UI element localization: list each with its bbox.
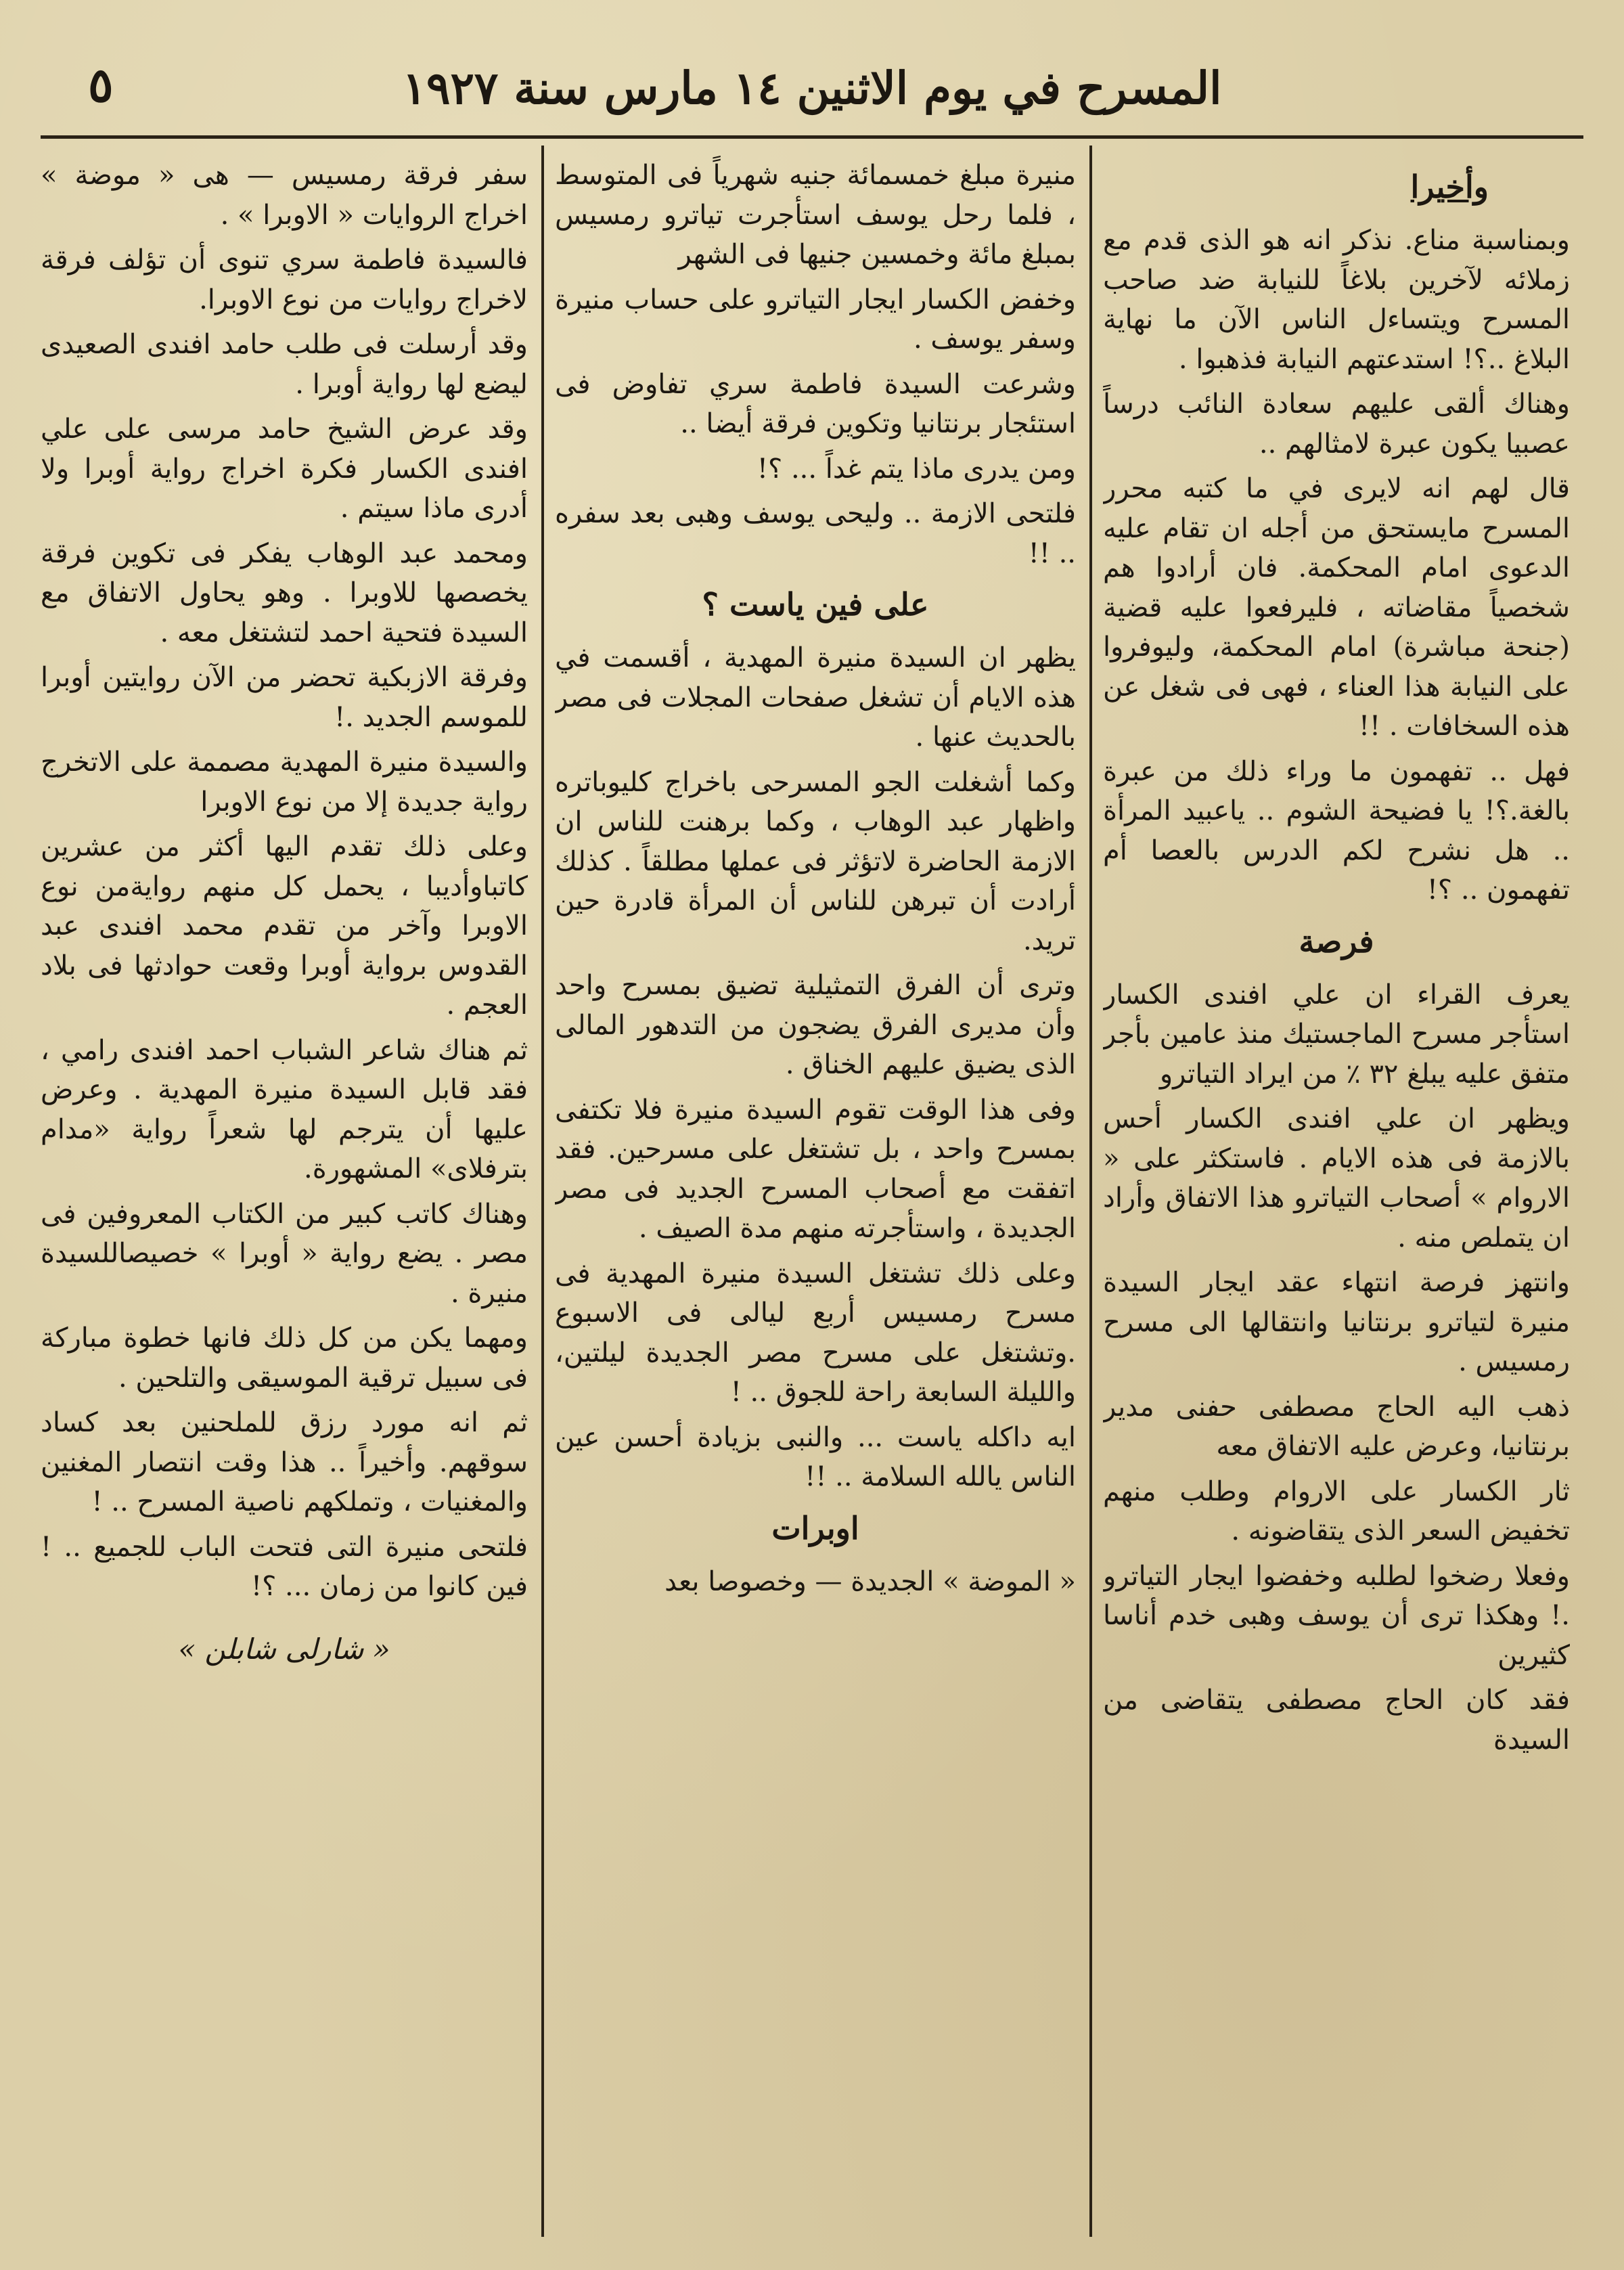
paragraph: يظهر ان السيدة منيرة المهدية ، أقسمت في هذه الايام أن تشغل صفحات المجلات فى مصر بالحديث عنها .: [555, 642, 1076, 753]
paragraph: فقد كان الحاج مصطفى يتقاضى من السيدة: [1103, 1685, 1570, 1756]
paragraph: ايه داكله ياست ... والنبى بزيادة أحسن عين الناس يالله السلامة .. !!: [555, 1421, 1076, 1492]
paragraph: قال لهم انه لايرى في ما كتبه محرر المسرح مايستحق من أجله ان تقام عليه الدعوى امام المحكمة. فان أرادوا هم شخصياً مقاضاته ، فليرفعوا عليه قضية (جنحة مباشرة) امام المحكمة، وليوفروا على النيابة هذا العناء ، فهى فى شغل عن هذه السخافات . !!: [1103, 473, 1570, 742]
paragraph: منيرة مبلغ خمسمائة جنيه شهرياً فى المتوسط ، فلما رحل يوسف استأجرت تياترو رمسيس بمبلغ مائة وخمسين جنيها فى الشهر: [555, 160, 1076, 270]
paragraph: وهناك كاتب كبير من الكتاب المعروفين فى مصر . يضع رواية « أوبرا » خصيصاللسيدة منيرة .: [41, 1198, 528, 1309]
paragraph: فلتحى الازمة .. وليحى يوسف وهبى بعد سفره .. !!: [555, 498, 1076, 569]
author-signature: « شارلى شابلن »: [178, 1632, 390, 1666]
section-heading: وأخيرا: [1410, 169, 1489, 205]
column-left: [41, 156, 528, 2240]
column-divider-left: [541, 146, 544, 2237]
page-number: ٥: [88, 57, 114, 113]
paragraph: يعرف القراء ان علي افندى الكسار استأجر مسرح الماجستيك منذ عامين بأجر متفق عليه يبلغ ٣٢ ٪ من ايراد التياترو: [1103, 979, 1570, 1090]
paragraph: فهل .. تفهمون ما وراء ذلك من عبرة بالغة.؟! يا فضيحة الشوم .. ياعبيد المرأة .. هل نشرح لكم الدرس بالعصا أم تفهمون .. ؟!: [1103, 755, 1570, 906]
paragraph: ثار الكسار على الاروام وطلب منهم تخفيض السعر الذى يتقاضونه .: [1103, 1475, 1570, 1546]
section-heading: فرصة: [1299, 922, 1374, 960]
paragraph: فلتحى منيرة التى فتحت الباب للجميع .. ! فين كانوا من زمان ... ؟!: [41, 1531, 528, 1602]
paragraph: ذهب اليه الحاج مصطفى حفنى مدير برنتانيا، وعرض عليه الاتفاق معه: [1103, 1391, 1570, 1462]
paragraph: وبمناسبة مناع. نذكر انه هو الذى قدم مع زملائه لآخرين بلاغاً للنيابة ضد صاحب المسرح ويتساءل الناس الآن ما نهاية البلاغ ..؟! استدعتهم النيابة فذهبوا .: [1103, 225, 1570, 375]
paragraph: وقد عرض الشيخ حامد مرسى على علي افندى الكسار فكرة اخراج رواية أوبرا ولا أدرى ماذا سيتم .: [41, 414, 528, 524]
paragraph: ثم انه مورد رزق للملحنين بعد كساد سوقهم. وأخيراً .. هذا وقت انتصار المغنين والمغنيات ، وتملكهم ناصية المسرح .. !: [41, 1407, 528, 1517]
section-heading: على فين ياست ؟: [702, 586, 929, 623]
paragraph: وكما أشغلت الجو المسرحى باخراج كليوباتره واظهار عبد الوهاب ، وكما برهنت للناس ان الازمة الحاضرة لاتؤثر فى عملها مطلقاً . كذلك أرادت أن تبرهن للناس أن المرأة قادرة حين تريد.: [555, 766, 1076, 956]
paragraph: سفر فرقة رمسيس — هى « موضة » اخراج الروايات « الاوبرا » .: [41, 160, 528, 231]
page-header: [41, 47, 1583, 129]
masthead-title: المسرح في يوم الاثنين ١٤ مارس سنة ١٩٢٧: [402, 62, 1222, 114]
paragraph: ثم هناك شاعر الشباب احمد افندى رامي ، فقد قابل السيدة منيرة المهدية . وعرض عليها أن يترجم لها شعراً رواية «مدام بترفلاى» المشهورة.: [41, 1034, 528, 1184]
paragraph: وخفض الكسار ايجار التياترو على حساب منيرة وسفر يوسف .: [555, 284, 1076, 355]
paragraph: وعلى ذلك تقدم اليها أكثر من عشرين كاتباوأديبا ، يحمل كل منهم روايةمن نوع الاوبرا وآخر من تقدم محمد افندى عبد القدوس برواية أوبرا وقعت حوادثها فى بلاد العجم .: [41, 831, 528, 1021]
paragraph: ومحمد عبد الوهاب يفكر فى تكوين فرقة يخصصها للاوبرا . وهو يحاول الاتفاق مع السيدة فتحية احمد لتشتغل معه .: [41, 537, 528, 648]
paragraph: ومهما يكن من كل ذلك فانها خطوة مباركة فى سبيل ترقية الموسيقى والتلحين .: [41, 1322, 528, 1394]
paragraph: وعلى ذلك تشتغل السيدة منيرة المهدية فى مسرح رمسيس أربع ليالى فى الاسبوع .وتشتغل على مسرح مصر الجديدة ليلتين، والليلة السابعة راحة للجوق .. !: [555, 1258, 1076, 1408]
paragraph: وترى أن الفرق التمثيلية تضيق بمسرح واحد وأن مديرى الفرق يضجون من التدهور المالى الذى يضيق عليهم الخناق .: [555, 970, 1076, 1080]
paragraph: ويظهر ان علي افندى الكسار أحس بالازمة فى هذه الايام . فاستكثر على « الاروام » أصحاب التياترو هذا الاتفاق وأراد ان يتملص منه .: [1103, 1103, 1570, 1253]
section-heading: اوبرات: [771, 1509, 859, 1546]
paragraph: وانتهز فرصة انتهاء عقد ايجار السيدة منيرة لتياترو برنتانيا وانتقالها الى مسرح رمسيس .: [1103, 1267, 1570, 1377]
paragraph: « الموضة » الجديدة — وخصوصا بعد: [664, 1565, 1076, 1597]
paragraph: ومن يدرى ماذا يتم غداً ... ؟!: [757, 453, 1076, 485]
paragraph: والسيدة منيرة المهدية مصممة على الاتخرج رواية جديدة إلا من نوع الاوبرا: [41, 747, 528, 818]
paragraph: وهناك ألقى عليهم سعادة النائب درساً عصبيا يكون عبرة لامثالهم ..: [1103, 388, 1570, 460]
header-divider: [41, 135, 1583, 139]
paragraph: وقد أرسلت فى طلب حامد افندى الصعيدى ليضع لها رواية أوبرا .: [41, 329, 528, 400]
column-divider-right: [1089, 146, 1092, 2237]
paragraph: وفرقة الازبكية تحضر من الآن روايتين أوبرا للموسم الجديد .!: [41, 662, 528, 733]
column-right: [1103, 156, 1570, 2240]
paragraph: فالسيدة فاطمة سري تنوى أن تؤلف فرقة لاخراج روايات من نوع الاوبرا.: [41, 244, 528, 315]
column-middle: [555, 156, 1076, 2240]
paragraph: وفى هذا الوقت تقوم السيدة منيرة فلا تكتفى بمسرح واحد ، بل تشتغل على مسرحين. فقد اتفقت مع أصحاب المسرح الجديد فى مصر الجديدة ، واستأجرته منهم مدة الصيف .: [555, 1094, 1076, 1244]
paragraph: وشرعت السيدة فاطمة سري تفاوض فى استئجار برنتانيا وتكوين فرقة أيضا ..: [555, 368, 1076, 439]
paragraph: وفعلا رضخوا لطلبه وخفضوا ايجار التياترو .! وهكذا ترى أن يوسف وهبى خدم أناسا كثيرين: [1103, 1560, 1570, 1671]
